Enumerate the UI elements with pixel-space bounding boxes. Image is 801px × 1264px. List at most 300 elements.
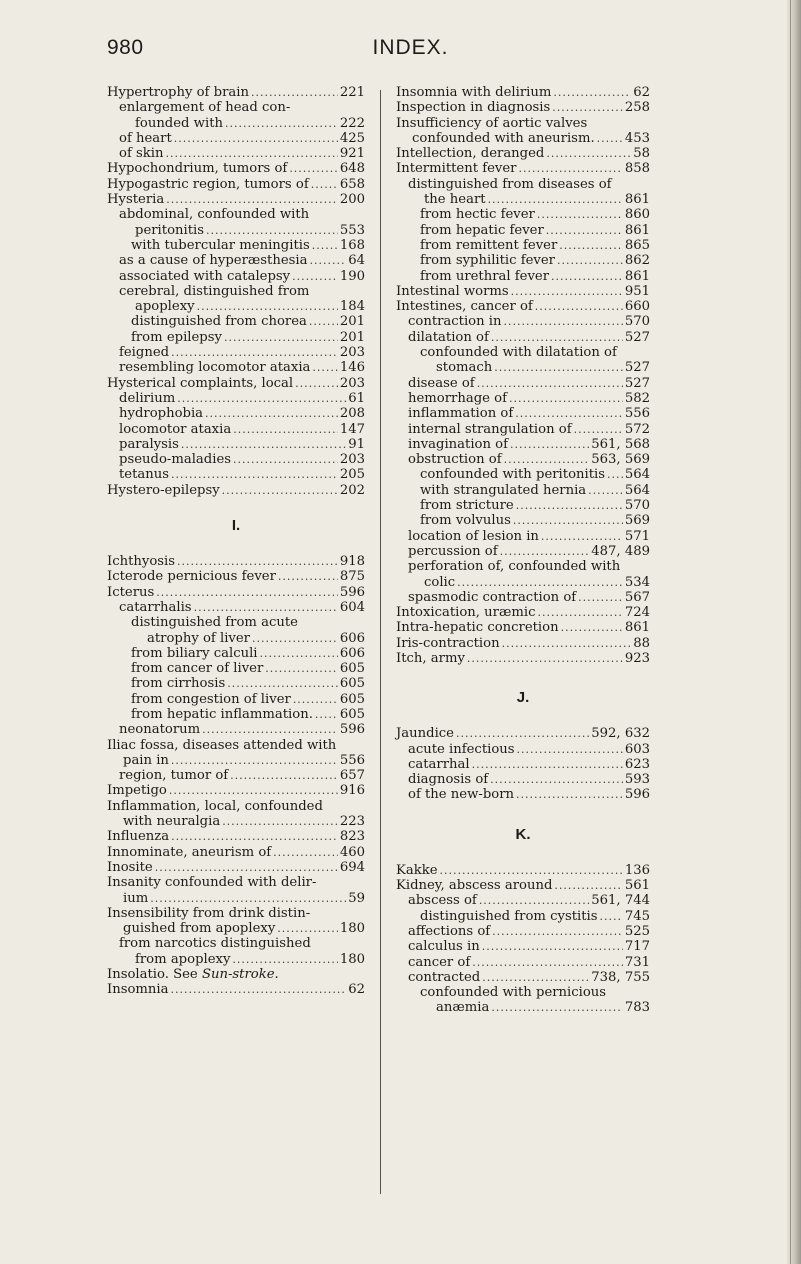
page-ref: 62 (348, 982, 365, 998)
entry-line (396, 893, 650, 908)
index-entry (396, 726, 650, 741)
entry-heading: cerebral, distinguished from (119, 283, 310, 299)
entry-heading: from narcotics distinguished (119, 936, 311, 952)
leader-dots (511, 284, 623, 299)
entry-text: paralysis (119, 436, 179, 452)
leader-dots (150, 891, 346, 906)
index-entry (396, 985, 650, 1016)
entry-text: obstruction of (408, 452, 502, 468)
page-ref: 203 (339, 375, 365, 391)
entry-text: catarrhal (408, 756, 470, 772)
page-ref: 208 (339, 406, 365, 422)
entry-text: abscess of (408, 893, 477, 909)
entry-text: from congestion of liver (131, 691, 291, 707)
index-entry (396, 253, 650, 268)
entry-line (396, 544, 650, 559)
entry-line (107, 467, 365, 482)
entry-line (396, 970, 650, 985)
entry-line (107, 116, 365, 131)
entry-text: associated with catalepsy (119, 268, 291, 284)
leader-dots (467, 651, 623, 666)
leader-dots (513, 513, 623, 528)
section-h-entries (107, 85, 365, 498)
entry-line (396, 360, 650, 375)
index-entry (396, 893, 650, 908)
entry-heading: Iliac fossa, diseases attended with (107, 737, 337, 753)
index-entry (107, 467, 365, 482)
entry-line (107, 161, 365, 176)
entry-line (107, 269, 365, 284)
leader-dots (494, 360, 623, 375)
index-entry (107, 799, 365, 830)
entry-line (107, 600, 365, 615)
page-ref: 88 (633, 635, 650, 651)
index-entry (107, 253, 365, 268)
entry-text: colic (424, 574, 456, 590)
index-entry (107, 177, 365, 192)
leader-dots (206, 223, 338, 238)
leader-dots (502, 636, 632, 651)
page-ref: 460 (339, 844, 365, 860)
index-entry (396, 452, 650, 467)
entry-line (396, 529, 650, 544)
entry-text: peritonitis (135, 222, 205, 238)
leader-dots (292, 269, 338, 284)
entry-line (396, 467, 650, 482)
page-ref: 605 (339, 706, 365, 722)
entry-line (396, 636, 650, 651)
leader-dots (490, 772, 623, 787)
leader-dots (230, 768, 338, 783)
entry-line (396, 620, 650, 635)
page-ref: 603 (624, 741, 650, 757)
entry-text: ium (123, 890, 149, 906)
page-ref: 738, 755 (591, 969, 650, 985)
entry-text: Hypochondrium, tumors of (107, 161, 288, 177)
entry-text: dilatation of (408, 329, 489, 345)
page-ref: 605 (339, 661, 365, 677)
leader-dots (174, 131, 338, 146)
index-entry (396, 909, 650, 924)
entry-line (107, 146, 365, 161)
leader-dots (491, 330, 623, 345)
page-ref: 596 (624, 787, 650, 803)
entry-text: hydrophobia (119, 406, 204, 422)
index-entry (396, 970, 650, 985)
leader-dots (278, 569, 338, 584)
entry-line (107, 330, 365, 345)
page-ref: 201 (339, 329, 365, 345)
leader-dots (295, 376, 338, 391)
page-ref: 921 (339, 146, 365, 162)
index-entry (396, 345, 650, 376)
index-entry (396, 314, 650, 329)
entry-text: inflammation of (408, 406, 514, 422)
leader-dots (537, 605, 622, 620)
entry-line (107, 569, 365, 584)
entry-line (107, 253, 365, 268)
entry-line (396, 498, 650, 513)
index-entry (396, 742, 650, 757)
entry-line (396, 284, 650, 299)
leader-dots (510, 437, 589, 452)
entry-text: from hectic fever (420, 207, 535, 223)
entry-line (396, 376, 650, 391)
index-entry (396, 863, 650, 878)
leader-dots (541, 529, 623, 544)
entry-line (107, 753, 365, 768)
index-entry (107, 100, 365, 131)
entry-text: from cancer of liver (131, 661, 264, 677)
index-entry (396, 116, 650, 147)
entry-line (396, 437, 650, 452)
page-ref: 487, 489 (591, 543, 650, 559)
index-entry (396, 269, 650, 284)
entry-line (107, 314, 365, 329)
entry-text: from cirrhosis (131, 676, 226, 692)
entry-line (107, 223, 365, 238)
leader-dots (504, 314, 623, 329)
page-ref: 91 (348, 436, 365, 452)
entry-text: diagnosis of (408, 772, 489, 788)
page-ref: 203 (339, 345, 365, 361)
index-entry (107, 783, 365, 798)
entry-heading: enlargement of head con- (119, 100, 291, 116)
entry-text: atrophy of liver (147, 630, 250, 646)
entry-line (107, 131, 365, 146)
page-ref: 596 (339, 722, 365, 738)
page-ref: 731 (624, 954, 650, 970)
index-entry (396, 207, 650, 222)
entry-text: of the new-born (408, 787, 515, 803)
leader-dots (171, 982, 347, 997)
entry-text: Hypertrophy of brain (107, 85, 249, 100)
page-ref: 605 (339, 691, 365, 707)
entry-line (396, 192, 650, 207)
leader-dots (607, 467, 623, 482)
entry-line (107, 921, 365, 936)
index-entry (107, 483, 365, 498)
page-ref: 865 (624, 237, 650, 253)
page-ref: 606 (339, 645, 365, 661)
page-ref: 62 (633, 85, 650, 100)
page-ref: 717 (624, 939, 650, 955)
entry-text: guished from apoplexy (123, 921, 276, 937)
entry-line (396, 161, 650, 176)
page-ref: 561 (624, 878, 650, 894)
entry-text: from hepatic inflammation. (131, 706, 313, 722)
entry-text: Intra-hepatic concretion (396, 620, 559, 636)
entry-text: from biliary calculi (131, 645, 258, 661)
index-entry (396, 772, 650, 787)
page-ref: 593 (624, 772, 650, 788)
entry-text: Icterode pernicious fever (107, 569, 276, 585)
page-ref: 861 (624, 192, 650, 208)
index-entry (396, 544, 650, 559)
entry-text: Intermittent fever (396, 161, 517, 177)
entry-line (107, 360, 365, 375)
leader-dots (155, 860, 338, 875)
entry-line (107, 676, 365, 691)
entry-text: Kakke (396, 862, 438, 878)
entry-line (107, 177, 365, 192)
entry-text: from apoplexy (135, 951, 231, 967)
leader-dots (504, 452, 590, 467)
entry-text: from hepatic fever (420, 222, 544, 238)
index-entry (107, 569, 365, 584)
page-ref: 648 (339, 161, 365, 177)
index-entry (396, 299, 650, 314)
index-entry (107, 661, 365, 676)
entry-heading: confounded with pernicious (420, 985, 607, 1001)
entry-line (107, 692, 365, 707)
entry-line (396, 757, 650, 772)
entry-line (396, 406, 650, 421)
entry-text: percussion of (408, 543, 498, 559)
index-entry (107, 238, 365, 253)
leader-dots (309, 314, 338, 329)
index-entry (396, 85, 650, 100)
index-entry (107, 269, 365, 284)
entry-line (396, 223, 650, 238)
index-entry (107, 391, 365, 406)
index-entry (107, 707, 365, 722)
leader-dots (509, 391, 623, 406)
entry-line (396, 422, 650, 437)
entry-text: Hypogastric region, tumors of (107, 176, 309, 192)
index-entry (396, 391, 650, 406)
leader-dots (222, 483, 338, 498)
entry-text: with strangulated hernia (420, 482, 587, 498)
page-ref: 582 (624, 390, 650, 406)
entry-line (396, 863, 650, 878)
entry-text: calculus in (408, 939, 480, 955)
entry-text: Itch, army (396, 650, 465, 666)
entry-line (396, 772, 650, 787)
page-ref: 745 (624, 908, 650, 924)
index-entry (396, 757, 650, 772)
entry-line (107, 437, 365, 452)
page-ref: 527 (624, 329, 650, 345)
leader-dots (181, 437, 346, 452)
section-letter-j: J. (516, 689, 530, 707)
entry-heading: abdominal, confounded with (119, 207, 310, 223)
index-entry (396, 590, 650, 605)
page-ref: 658 (339, 176, 365, 192)
entry-line (396, 452, 650, 467)
entry-line (396, 878, 650, 893)
index-entry (396, 330, 650, 345)
leader-dots (233, 452, 338, 467)
entry-text: Hysteria (107, 192, 165, 208)
entry-text: from volvulus (420, 513, 511, 529)
index-entry (107, 615, 365, 646)
entry-heading: Inflammation, local, confounded (107, 798, 323, 814)
page-ref: 58 (633, 146, 650, 162)
page-ref: 561, 744 (591, 893, 650, 909)
entry-line (107, 967, 365, 982)
leader-dots (265, 661, 338, 676)
index-entry (396, 636, 650, 651)
entry-line (107, 783, 365, 798)
page-ref: 875 (339, 569, 365, 585)
section-letter-k: K. (515, 825, 531, 843)
page-ref: 604 (339, 599, 365, 615)
index-entry (107, 406, 365, 421)
entry-text: Jaundice (396, 726, 454, 742)
leader-dots (312, 360, 337, 375)
index-entry (396, 498, 650, 513)
entry-line (107, 422, 365, 437)
entry-line (107, 646, 365, 661)
leader-dots (251, 85, 338, 100)
page-ref: 201 (339, 314, 365, 330)
page-ref: 556 (339, 752, 365, 768)
entry-text: Intoxication, uræmic (396, 605, 536, 621)
leader-dots (194, 600, 338, 615)
leader-dots (177, 554, 338, 569)
page-ref: 534 (624, 574, 650, 590)
index-entry (396, 955, 650, 970)
leader-dots (224, 330, 338, 345)
page-ref: 180 (339, 921, 365, 937)
page-ref: 190 (339, 268, 365, 284)
entry-text: locomotor ataxia (119, 421, 232, 437)
page-ref: 570 (624, 314, 650, 330)
entry-text: confounded with aneurism. (412, 130, 595, 146)
entry-text: distinguished from cystitis (420, 908, 598, 924)
entry-line (396, 299, 650, 314)
page-ref: 571 (624, 528, 650, 544)
page-ref: 783 (624, 1000, 650, 1016)
index-entry (107, 146, 365, 161)
page-ref: 862 (624, 253, 650, 269)
leader-dots (551, 269, 623, 284)
entry-line (396, 605, 650, 620)
index-entry (107, 376, 365, 391)
entry-text: catarrhalis (119, 599, 192, 615)
entry-text: from urethral fever (420, 268, 550, 284)
index-entry (107, 554, 365, 569)
entry-heading: Insensibility from drink distin- (107, 905, 311, 921)
page-ref: 425 (339, 130, 365, 146)
entry-line (396, 207, 650, 222)
entry-line (107, 238, 365, 253)
leader-dots (554, 878, 622, 893)
index-entry (107, 330, 365, 345)
entry-line (396, 1000, 650, 1015)
page-ref: 200 (339, 192, 365, 208)
index-entry (396, 924, 650, 939)
page-ref: 222 (339, 115, 365, 131)
entry-line (107, 406, 365, 421)
index-entry (396, 529, 650, 544)
leader-dots (518, 161, 622, 176)
page-ref: 606 (339, 630, 365, 646)
entry-line (396, 131, 650, 146)
index-entry (396, 284, 650, 299)
entry-line (396, 85, 650, 100)
page-ref: 221 (339, 85, 365, 100)
entry-line (107, 299, 365, 314)
entry-text: Intestinal worms (396, 283, 509, 299)
entry-text: stomach (436, 360, 493, 376)
entry-text: the heart (424, 192, 486, 208)
leader-dots (479, 893, 589, 908)
leader-dots (477, 376, 623, 391)
index-entry (396, 651, 650, 666)
index-entry (396, 100, 650, 115)
left-column (107, 85, 365, 998)
entry-line (396, 575, 650, 590)
entry-text: with neuralgia (123, 814, 221, 830)
entry-text: pseudo-maladies (119, 452, 232, 468)
entry-line (107, 814, 365, 829)
index-entry (107, 967, 365, 982)
leader-dots (600, 909, 623, 924)
page-ref: 823 (339, 829, 365, 845)
page-ref: 572 (624, 421, 650, 437)
entry-text: from stricture (420, 498, 514, 514)
entry-heading: confounded with dilatation of (420, 345, 617, 361)
entry-line (107, 345, 365, 360)
entry-line (107, 661, 365, 676)
leader-dots (293, 692, 338, 707)
entry-line (107, 376, 365, 391)
leader-dots (227, 676, 338, 691)
index-entry (396, 422, 650, 437)
entry-line (107, 85, 365, 100)
page-ref: 205 (339, 467, 365, 483)
leader-dots (171, 753, 338, 768)
index-entry (396, 787, 650, 802)
entry-line (107, 952, 365, 967)
page-ref: 61 (348, 390, 365, 406)
page-ref: 923 (624, 650, 650, 666)
leader-dots (232, 952, 337, 967)
entry-line (396, 590, 650, 605)
index-entry (396, 223, 650, 238)
entry-line (107, 860, 365, 875)
index-entry (396, 605, 650, 620)
entry-text: affections of (408, 923, 491, 939)
entry-line (107, 192, 365, 207)
index-entry (107, 646, 365, 661)
leader-dots (472, 955, 623, 970)
entry-line (396, 146, 650, 161)
leader-dots (202, 722, 338, 737)
index-entry (396, 406, 650, 421)
leader-dots (516, 787, 623, 802)
entry-text: contracted (408, 969, 481, 985)
entry-text: from epilepsy (131, 329, 222, 345)
entry-text: Ichthyosis (107, 554, 176, 570)
entry-text: invagination of (408, 436, 509, 452)
entry-text: Intellection, deranged (396, 146, 545, 162)
leader-dots (574, 422, 623, 437)
leader-dots (559, 238, 623, 253)
index-entry (396, 437, 650, 452)
leader-dots (517, 742, 623, 757)
page-ref: 64 (348, 253, 365, 269)
entry-line (396, 253, 650, 268)
page-ref: 861 (624, 620, 650, 636)
entry-line (396, 513, 650, 528)
leader-dots (197, 299, 338, 314)
leader-dots (482, 939, 623, 954)
entry-text: Innominate, aneurism of (107, 844, 272, 860)
entry-text: Impetigo (107, 783, 167, 799)
